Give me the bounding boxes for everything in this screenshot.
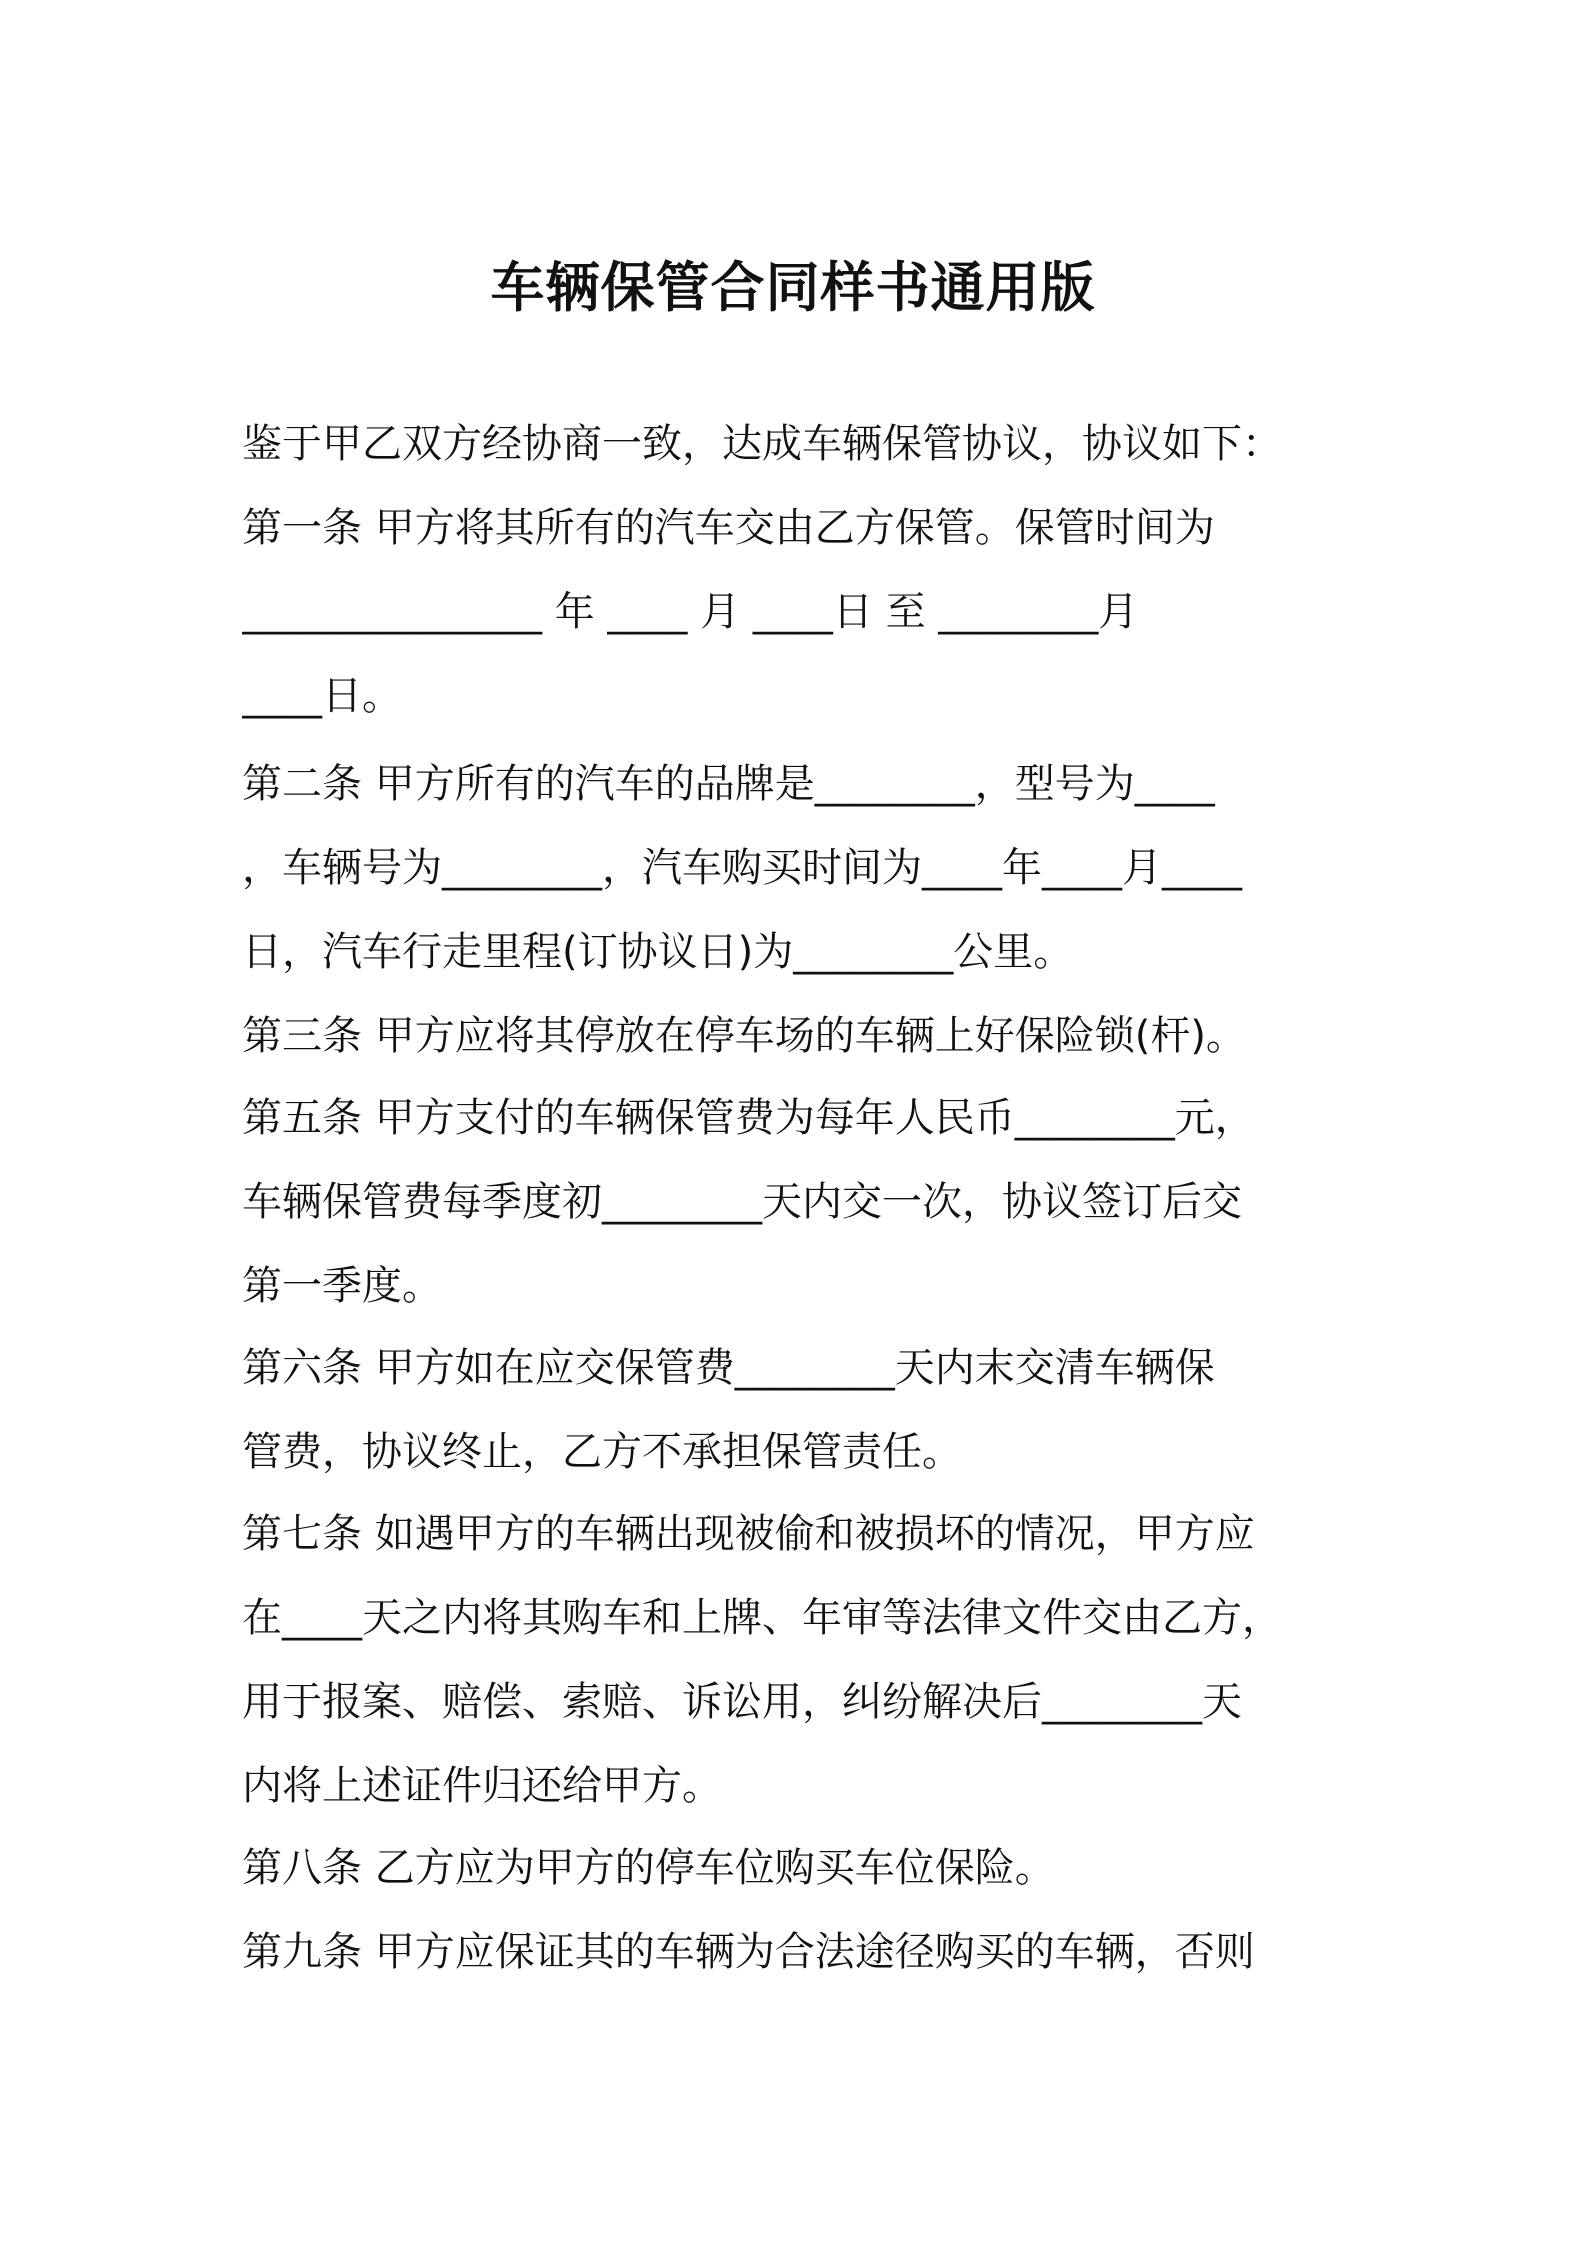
article-2-line-2: ，车辆号为________，汽车购买时间为____年____月____ bbox=[242, 845, 1242, 891]
article-5-line-2: 车辆保管费每季度初________天内交一次，协议签订后交 bbox=[242, 1179, 1242, 1225]
article-7-line-2: 在____天之内将其购车和上牌、年审等法律文件交由乙方， bbox=[242, 1595, 1282, 1641]
article-1-line-3: ____日。 bbox=[242, 673, 402, 719]
document-title: 车辆保管合同样书通用版 bbox=[490, 256, 1096, 319]
article-2-line-3: 日，汽车行走里程(订协议日)为________公里。 bbox=[242, 929, 1074, 975]
article-7-line-1: 第七条 如遇甲方的车辆出现被偷和被损坏的情况，甲方应 bbox=[242, 1511, 1255, 1557]
article-2-line-1: 第二条 甲方所有的汽车的品牌是________，型号为____ bbox=[242, 761, 1215, 807]
article-1-line-2: _______________ 年 ____ 月 ____日 至 ________月 bbox=[242, 589, 1139, 635]
preamble-line: 鉴于甲乙双方经协商一致，达成车辆保管协议，协议如下： bbox=[242, 421, 1282, 467]
article-5-line-3: 第一季度。 bbox=[242, 1263, 442, 1309]
article-6-line-1: 第六条 甲方如在应交保管费________天内末交清车辆保 bbox=[242, 1345, 1215, 1391]
article-1-line-1: 第一条 甲方将其所有的汽车交由乙方保管。保管时间为 bbox=[242, 505, 1215, 551]
article-9-line-1: 第九条 甲方应保证其的车辆为合法途径购买的车辆，否则 bbox=[242, 1929, 1255, 1975]
article-5-line-1: 第五条 甲方支付的车辆保管费为每年人民币________元， bbox=[242, 1095, 1255, 1141]
article-6-line-2: 管费，协议终止，乙方不承担保管责任。 bbox=[242, 1429, 962, 1475]
article-3-line-1: 第三条 甲方应将其停放在停车场的车辆上好保险锁(杆)。 bbox=[242, 1013, 1246, 1059]
article-7-line-3: 用于报案、赔偿、索赔、诉讼用，纠纷解决后________天 bbox=[242, 1679, 1242, 1725]
article-7-line-4: 内将上述证件归还给甲方。 bbox=[242, 1763, 722, 1809]
article-8-line-1: 第八条 乙方应为甲方的停车位购买车位保险。 bbox=[242, 1845, 1055, 1891]
